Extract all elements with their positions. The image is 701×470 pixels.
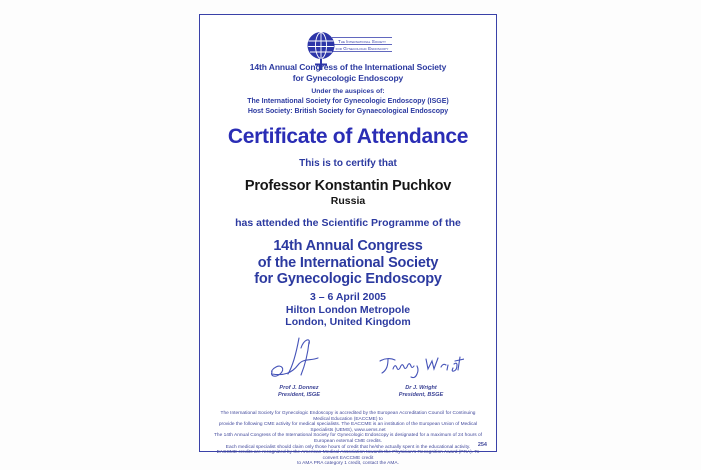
congress-header	[200, 62, 496, 84]
accreditation-fine-print	[200, 411, 496, 467]
event-title-line3: for Gynecologic Endoscopy	[254, 271, 442, 287]
signatory-right-name: Dr J. Wright	[405, 385, 437, 391]
event-details	[200, 291, 496, 329]
page-title: Certificate of Attendance	[227, 125, 469, 148]
signatory-left-name: Prof J. Donnez	[279, 385, 319, 391]
fine-print-line5: EACCME credits are recognized by the American Medical Association towards the Physician's Recognition Award (PRA). To convert EACCME credit	[216, 450, 480, 461]
auspices-societies	[200, 97, 496, 116]
auspices-label: Under the auspices of:	[311, 88, 385, 95]
congress-header-line2: for Gynecologic Endoscopy	[292, 73, 404, 83]
fine-print-line4: Each medical specialist should claim only those hours of credit that he/she actually spent in the educational activity.	[225, 444, 471, 450]
signatory-left-label	[239, 385, 359, 399]
attendee-country: Russia	[330, 195, 366, 207]
certify-intro: This is to certify that	[299, 158, 397, 169]
certificate-of-attendance	[199, 14, 497, 467]
event-title-line1: 14th Annual Congress	[273, 238, 423, 254]
logo-society-line1: The International Society	[338, 38, 386, 44]
auspices-isge: The International Society for Gynecologic Endoscopy (ISGE)	[247, 98, 449, 105]
attendee-name: Professor Konstantin Puchkov	[244, 178, 452, 194]
auspices-host: Host Society: British Society for Gynaecological Endoscopy	[247, 107, 449, 115]
attended-statement: has attended the Scientific Programme of the	[235, 217, 461, 229]
signature-block-wright	[360, 336, 482, 399]
event-venue: Hilton London Metropole	[285, 303, 411, 316]
page-number: 254	[477, 442, 487, 448]
fine-print-line6: to AMA PRA category 1 credit, contact the AMA.	[297, 461, 399, 467]
fine-print-line3: The 14th Annual Congress of the International Society for Gynecologic Endoscopy is designated for a maximum of 24 hours of European external CME credits.	[214, 433, 482, 444]
event-dates: 3 – 6 April 2005	[309, 291, 387, 303]
signatory-left-title: President, ISGE	[278, 392, 320, 398]
event-title-line2: of the International Society	[257, 254, 439, 271]
logo-society-line2: for Gynecologic Endoscopy	[335, 45, 389, 51]
signatory-right-label	[360, 385, 482, 399]
event-location: London, United Kingdom	[285, 316, 411, 328]
donnez-signature-icon	[239, 336, 359, 380]
wright-signature-icon	[360, 336, 482, 380]
signature-block-donnez	[239, 336, 359, 399]
event-title	[200, 238, 496, 288]
signatory-right-title: President, BSGE	[398, 392, 444, 398]
fine-print-line2: provide the following CME activity for medical specialists. The EACCME is an institution of the European Union of Medical Specialists (UEMS), www.uems.net	[218, 422, 478, 433]
fine-print-line1: The International Society for Gynecologic Endoscopy is accredited by the European Accreditation Council for Continuing Medical Education (EACCME) to	[220, 411, 476, 422]
congress-header-line1: 14th Annual Congress of the International Society	[249, 62, 447, 72]
